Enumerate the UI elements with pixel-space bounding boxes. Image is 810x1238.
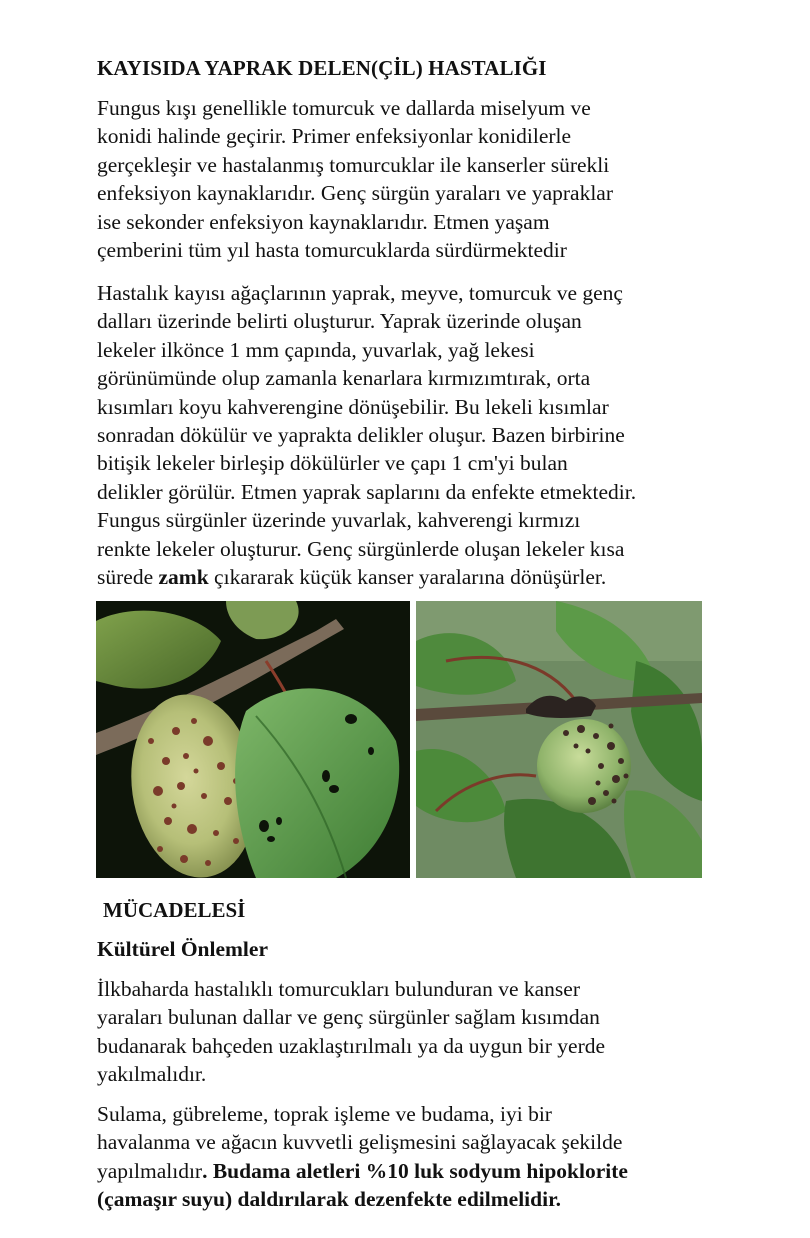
text-line-bold [97,1185,727,1213]
text-line: Fungus sürgünler üzerinde yuvarlak, kahverengi kırmızı [97,508,581,533]
text-line: ise sekonder enfeksiyon kaynaklarıdır. Etmen yaşam [97,209,550,234]
text-line-with-bold [97,563,727,591]
document-title: KAYISIDA YAPRAK DELEN(ÇİL) HASTALIĞI [97,56,547,80]
fruit-tree-illustration [416,601,702,878]
text-line: bitişik lekeler birleşip dökülürler ve çapı 1 cm'yi bulan [97,451,568,476]
text-line: gerçekleşir ve hastalanmış tomurcuklar ile kanserler sürekli [97,152,610,177]
text-line: Fungus kışı genellikle tomurcuk ve dallarda miselyum ve [97,96,591,120]
photo-infected-fruit-and-leaf [96,601,410,878]
subheading-cultural-measures: Kültürel Önlemler [97,937,268,961]
bold-disinfection-text: (çamaşır suyu) daldırılarak dezenfekte edilmelidir. [97,1187,562,1212]
bold-term-zamk: zamk [158,565,209,590]
text-line: enfeksiyon kaynaklarıdır. Genç sürgün yaraları ve yapraklar [97,181,613,206]
text-line: çemberini tüm yıl hasta tomurcuklarda sürdürmektedir [97,238,567,263]
text-line: yakılmalıdır. [97,1062,207,1087]
paragraph-overwintering [97,94,727,264]
photo-infected-fruit-on-tree [416,601,702,878]
text-line: budanarak bahçeden uzaklaştırılmalı ya da uygun bir yerde [97,1033,606,1058]
text-line: yaraları bulunan dallar ve genç sürgünler sağlam kısımdan [97,1005,600,1030]
text-line: lekeler ilkönce 1 mm çapında, yuvarlak, yağ lekesi [97,337,535,362]
text-line: delikler görülür. Etmen yaprak saplarını da enfekte etmektedir. [97,479,637,504]
text-line: renkte lekeler oluşturur. Genç sürgünlerde oluşan lekeler kısa [97,536,625,561]
text-line: konidi halinde geçirir. Primer enfeksiyonlar konidilerle [97,124,572,149]
text-line: sonradan dökülür ve yaprakta delikler oluşur. Bazen birbirine [97,423,625,448]
text-line: havalanma ve ağacın kuvvetli gelişmesini sağlayacak şekilde [97,1130,623,1155]
bold-disinfection-text: . Budama aletleri %10 luk sodyum hipoklorite [202,1158,628,1183]
text-line: görünümünde olup zamanla kenarlara kırmızımtırak, orta [97,366,591,391]
text-line: Sulama, gübreleme, toprak işleme ve budama, iyi bir [97,1102,552,1126]
paragraph-pruning [97,975,727,1089]
text-line: dalları üzerinde belirti oluşturur. Yaprak üzerinde oluşan [97,309,582,334]
section-heading-control: MÜCADELESİ [103,898,246,922]
text-segment: çıkararak küçük kanser yaralarına dönüşürler. [208,565,607,590]
fruit-leaf-illustration [96,601,410,878]
text-line: Hastalık kayısı ağaçlarının yaprak, meyve, tomurcuk ve genç [97,281,623,305]
paragraph-orchard-care [97,1100,727,1214]
text-line: İlkbaharda hastalıklı tomurcukları bulunduran ve kanser [97,977,580,1001]
text-line: kısımları koyu kahverengine dönüşebilir. Bu lekeli kısımlar [97,394,609,419]
text-line-with-bold [97,1157,727,1185]
text-segment: yapılmalıdır [97,1158,203,1183]
text-segment: sürede [97,565,159,590]
paragraph-symptoms [97,279,727,591]
